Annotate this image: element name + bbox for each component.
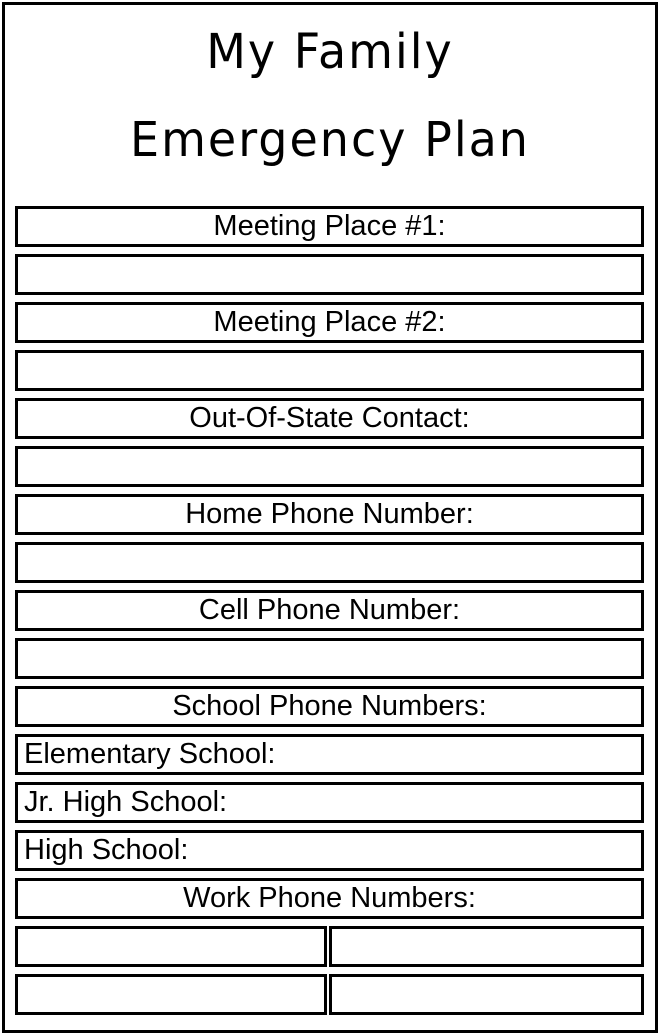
school-phone-numbers-label — [15, 686, 644, 727]
meeting-place-1-text: Meeting Place #1: — [213, 210, 446, 242]
meeting-place-2-text: Meeting Place #2: — [213, 306, 446, 338]
cell-phone-label — [15, 590, 644, 631]
meeting-place-1-label — [15, 206, 644, 247]
home-phone-label — [15, 494, 644, 535]
home-phone-text: Home Phone Number: — [185, 498, 474, 530]
cell-phone-text: Cell Phone Number: — [198, 594, 461, 626]
meeting-place-2-field[interactable] — [15, 350, 644, 391]
work-phone-numbers-text: Work Phone Numbers: — [183, 882, 476, 914]
title-line-1: My Family — [206, 22, 454, 80]
elementary-school-field[interactable] — [15, 734, 644, 775]
high-school-field[interactable] — [15, 830, 644, 871]
school-phone-numbers-text: School Phone Numbers: — [172, 690, 487, 722]
meeting-place-1-field[interactable] — [15, 254, 644, 295]
title-line-2: Emergency Plan — [130, 110, 530, 168]
work-phone-field-3[interactable] — [15, 974, 327, 1015]
out-of-state-contact-field[interactable] — [15, 446, 644, 487]
home-phone-field[interactable] — [15, 542, 644, 583]
out-of-state-contact-label — [15, 398, 644, 439]
out-of-state-contact-text: Out-Of-State Contact: — [189, 402, 470, 434]
jr-high-school-label: Jr. High School: — [24, 786, 228, 818]
work-phone-field-4[interactable] — [329, 974, 644, 1015]
jr-high-school-field[interactable] — [15, 782, 644, 823]
cell-phone-field[interactable] — [15, 638, 644, 679]
high-school-label: High School: — [24, 834, 189, 866]
work-phone-field-1[interactable] — [15, 926, 327, 967]
meeting-place-2-label — [15, 302, 644, 343]
work-phone-numbers-label — [15, 878, 644, 919]
elementary-school-label: Elementary School: — [24, 738, 276, 770]
work-phone-field-2[interactable] — [329, 926, 644, 967]
